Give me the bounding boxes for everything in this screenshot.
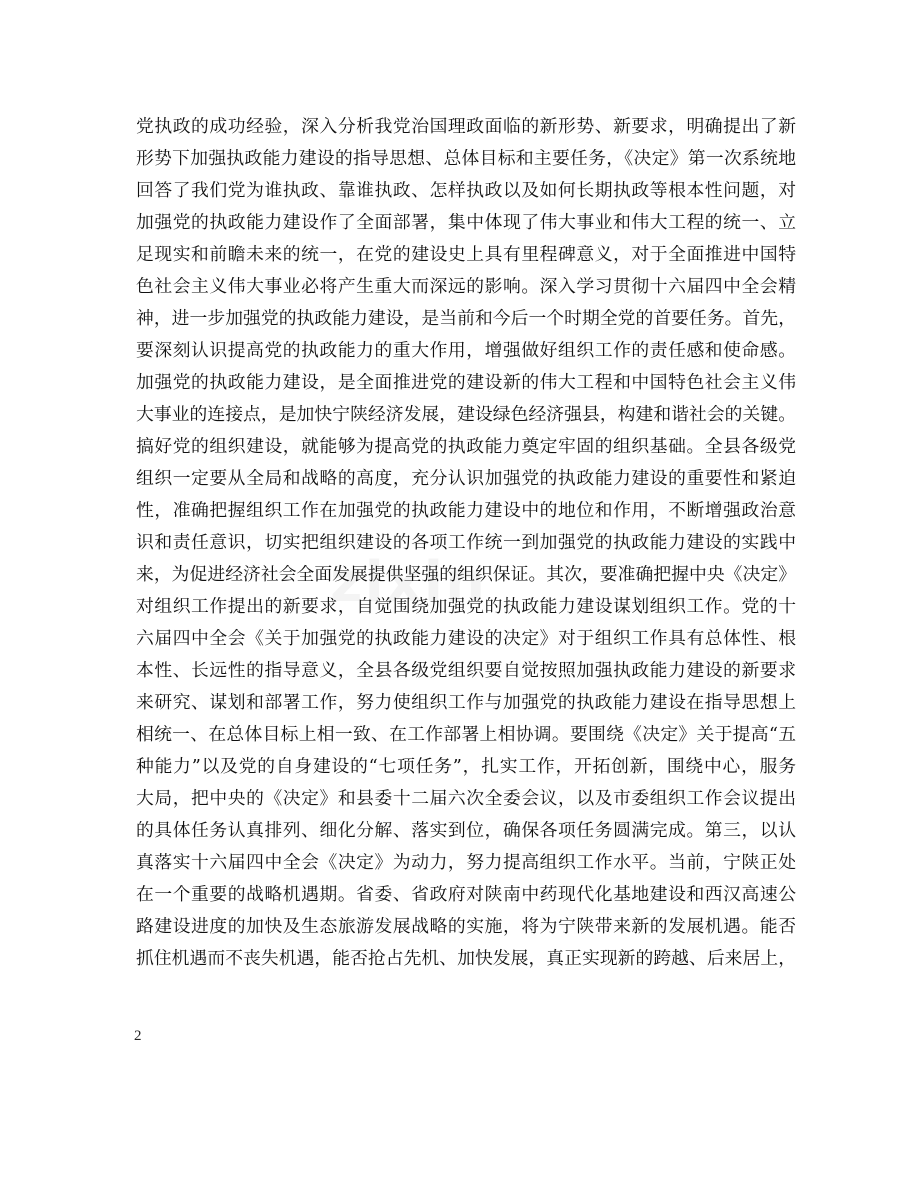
text-line: 回答了我们党为谁执政、靠谁执政、怎样执政以及如何长期执政等根本性问题，对 — [136, 180, 796, 201]
text-line: 形势下加强执政能力建设的指导思想、总体目标和主要任务，《决定》第一次系统地 — [136, 148, 796, 169]
text-line: 在一个重要的战略机遇期。省委、省政府对陕南中药现代化基地建设和西汉高速公 — [136, 884, 796, 905]
text-line: 对组织工作提出的新要求，自觉围绕加强党的执政能力建设谋划组织工作。党的十 — [136, 596, 796, 617]
text-line: 大局，把中央的《决定》和县委十二届六次全委会议，以及市委组织工作会议提出 — [136, 788, 796, 809]
text-line: 抓住机遇而不丧失机遇，能否抢占先机、加快发展，真正实现新的跨越、后来居上， — [136, 948, 796, 969]
text-line: 足现实和前瞻未来的统一，在党的建设史上具有里程碑意义，对于全面推进中国特 — [136, 244, 796, 265]
text-line: 要深刻认识提高党的执政能力的重大作用，增强做好组织工作的责任感和使命感。 — [136, 340, 796, 361]
page-number: 2 — [134, 1028, 142, 1044]
text-line: 来，为促进经济社会全面发展提供坚强的组织保证。其次，要准确把握中央《决定》 — [136, 564, 796, 585]
text-line: 本性、长远性的指导意义，全县各级党组织要自觉按照加强执政能力建设的新要求 — [136, 660, 796, 681]
text-line: 来研究、谋划和部署工作，努力使组织工作与加强党的执政能力建设在指导思想上 — [136, 692, 796, 713]
text-line: 加强党的执政能力建设，是全面推进党的建设新的伟大工程和中国特色社会主义伟 — [136, 372, 796, 393]
watermark — [330, 548, 590, 618]
text-line: 党执政的成功经验，深入分析我党治国理政面临的新形势、新要求，明确提出了新 — [136, 116, 796, 137]
text-line: 色社会主义伟大事业必将产生重大而深远的影响。深入学习贯彻十六届四中全会精 — [136, 276, 796, 297]
text-line: 相统一、在总体目标上相一致、在工作部署上相协调。要围绕《决定》关于提高“五 — [136, 724, 796, 745]
text-line: 种能力”以及党的自身建设的“七项任务”，扎实工作，开拓创新，围绕中心，服务 — [136, 756, 796, 777]
text-line: 六届四中全会《关于加强党的执政能力建设的决定》对于组织工作具有总体性、根 — [136, 628, 796, 649]
text-line: 性，准确把握组织工作在加强党的执政能力建设中的地位和作用，不断增强政治意 — [136, 500, 796, 521]
text-line: 神，进一步加强党的执政能力建设，是当前和今后一个时期全党的首要任务。首先， — [136, 308, 796, 329]
text-line: 真落实十六届四中全会《决定》为动力，努力提高组织工作水平。当前，宁陕正处 — [136, 852, 796, 873]
text-line: 大事业的连接点，是加快宁陕经济发展，建设绿色经济强县，构建和谐社会的关键。 — [136, 404, 796, 425]
body-text — [136, 111, 796, 975]
text-line: 识和责任意识，切实把组织建设的各项工作统一到加强党的执政能力建设的实践中 — [136, 532, 796, 553]
text-line: 路建设进度的加快及生态旅游发展战略的实施，将为宁陕带来新的发展机遇。能否 — [136, 916, 796, 937]
text-line: 搞好党的组织建设，就能够为提高党的执政能力奠定牢固的组织基础。全县各级党 — [136, 436, 796, 457]
text-line: 加强党的执政能力建设作了全面部署，集中体现了伟大事业和伟大工程的统一、立 — [136, 212, 796, 233]
text-line: 的具体任务认真排列、细化分解、落实到位，确保各项任务圆满完成。第三，以认 — [136, 820, 796, 841]
text-line: 组织一定要从全局和战略的高度，充分认识加强党的执政能力建设的重要性和紧迫 — [136, 468, 796, 489]
